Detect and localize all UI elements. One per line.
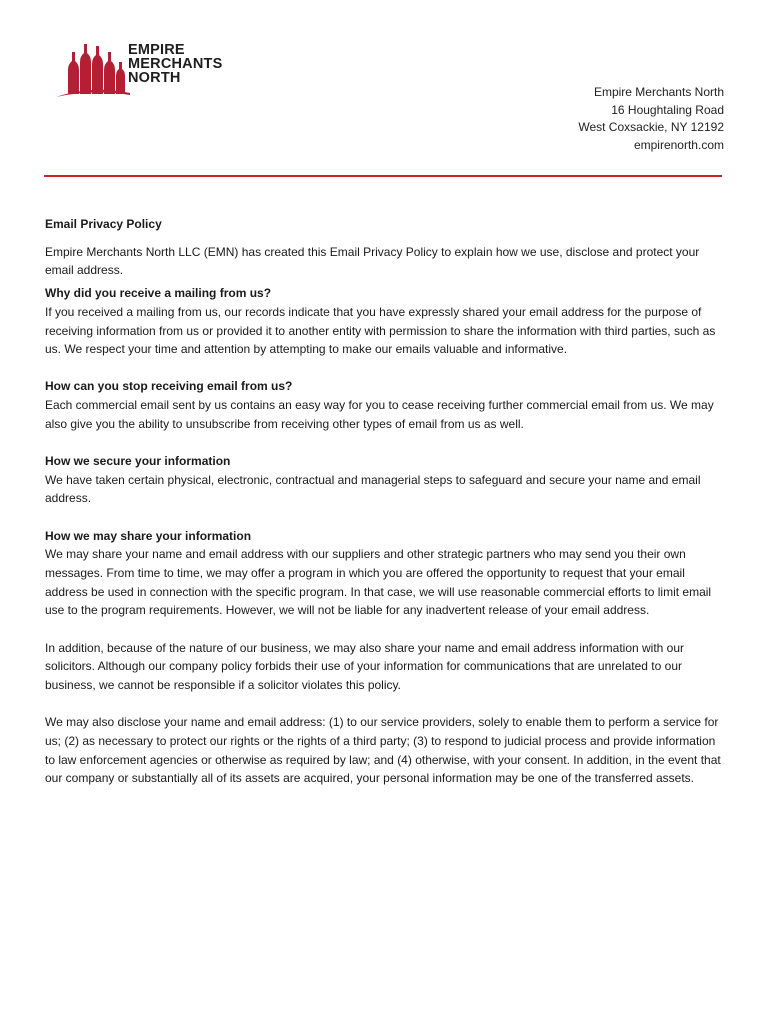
section-secure-information [45,452,725,508]
section-heading: Why did you receive a mailing from us? [45,286,272,301]
logo-line-3: NORTH [128,70,181,86]
section-heading: How can you stop receiving email from us? [45,379,293,394]
company-logo [54,40,244,100]
wine-bottles-icon [54,40,130,98]
section-stop-receiving [45,377,725,433]
section-heading: How we secure your information [45,454,231,469]
header-divider [44,175,722,177]
company-address [578,84,724,154]
policy-body [45,215,725,807]
section-heading: How we may share your information [45,528,252,543]
paragraph-solicitors: In addition, because of the nature of our business, we may also share your name and email address information with our solicitors. Although our company policy forbids their use of your information for communications that are unrelated to our business, we cannot be responsible if a solicitor violates this policy. [45,640,685,693]
section-why-receive [45,284,725,359]
section-body: Each commercial email sent by us contains an easy way for you to cease receiving further commercial email from us. We may also give you the ability to unsubscribe from receiving other types of email from us as well. [45,398,714,431]
section-body: If you received a mailing from us, our records indicate that you have expressly shared your email address for the purpose of receiving information from us or provided it to another entity with permission to share the information with third parties, such as us. We respect your time and attention by attempting to make our emails valuable and informative. [45,304,716,357]
logo-wordmark [128,43,222,85]
address-street: 16 Houghtaling Road [611,102,724,117]
section-body: We have taken certain physical, electronic, contractual and managerial steps to safeguard and secure your name and email address. [45,472,701,506]
intro-paragraph: Empire Merchants North LLC (EMN) has created this Email Privacy Policy to explain how we use, disclose and protect your email address. [45,244,700,278]
logo-line-1: EMPIRE [128,42,185,58]
address-name: Empire Merchants North [593,85,724,99]
paragraph-disclosure: We may also disclose your name and email address: (1) to our service providers, solely to enable them to perform a service for us; (2) as necessary to protect our rights or the rights of a third party; (3) to respond to judicial process and provide information to law enforcement agencies or otherwise as required by law; and (4) otherwise, with your consent. In addition, in the event that our company or substantially all of its assets are acquired, your personal information may be one of the transferred assets. [45,715,721,786]
section-share-information [45,527,725,621]
address-city: West Coxsackie, NY 12192 [578,120,724,134]
document-title: Email Privacy Policy [45,217,162,231]
logo-line-2: MERCHANTS [128,56,223,72]
section-body: We may share your name and email address with our suppliers and other strategic partners who may send you their own messages. From time to time, we may offer a program in which you are offered the opportunity to request that your email address be used in connection with the specific program. In that case, we will use reasonable commercial efforts to limit email use to the program requirements. However, we will not be liable for any inadvertent release of your email address. [45,547,712,618]
address-website: empirenorth.com [633,137,724,152]
